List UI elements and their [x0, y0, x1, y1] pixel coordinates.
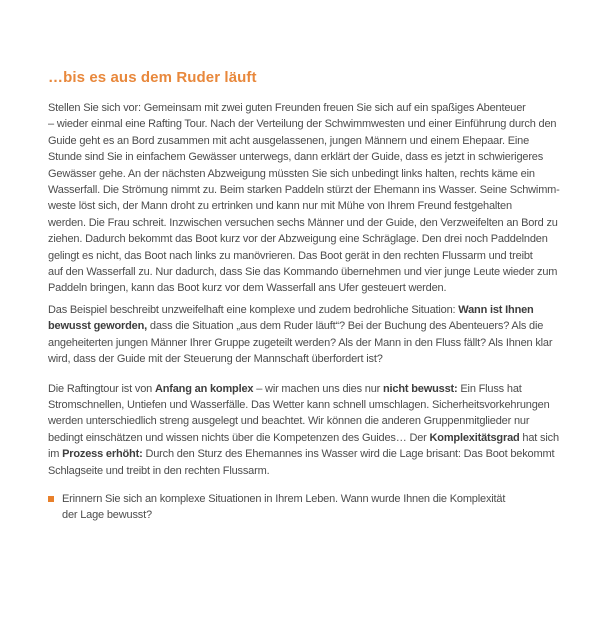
- bullet-item: [48, 491, 568, 524]
- text-line: Stellen Sie sich vor: Gemeinsam mit zwei guten Freunden freuen Sie sich auf ein spaßiges Abenteuer: [48, 102, 526, 114]
- text-line: gelingt es nicht, das Boot nach links zu manövrieren. Das Boot gerät in den rechten Flussarm und treibt: [48, 249, 533, 262]
- text-line: wird, dass der Guide mit der Steuerung der Mannschaft überfordert ist?: [48, 353, 383, 366]
- text-line: werden. Die Frau schreit. Inzwischen versuchen sechs Männer und der Guide, den Verzweifelten an Bord zu: [48, 216, 558, 229]
- text-line: Das Beispiel beschreibt unzweifelhaft eine komplexe und zudem bedrohliche Situation: Wann ist Ihnen: [48, 303, 534, 316]
- text-line: Stromschnellen, Untiefen und Wasserfälle. Das Wetter kann schnell umschlagen. Sicherheitsvorkehrungen: [48, 398, 550, 411]
- article-title: …bis es aus dem Ruder läuft: [48, 69, 257, 86]
- document-page: [48, 0, 568, 524]
- body-paragraph-2: [48, 302, 568, 368]
- body-paragraph-1: [48, 100, 568, 297]
- text-line: Stunde sind Sie in einfachem Gewässer unterwegs, dann erklärt der Guide, dass es jetzt in schwierigeres: [48, 151, 544, 164]
- text-line: Schlagseite und treibt in den rechten Flussarm.: [48, 464, 270, 477]
- text-line: der Lage bewusst?: [62, 509, 152, 522]
- bullet-item-text: [62, 491, 505, 524]
- text-line: Paddeln bringen, kann das Boot kurz vor dem Wasserfall ans Ufer gesteuert werden.: [48, 282, 447, 295]
- text-line: bedingt einschätzen und wissen nichts über die Kompetenzen des Guides… Der Komplexitätsgrad hat sich: [48, 431, 559, 444]
- text-line: – wieder einmal eine Rafting Tour. Nach der Verteilung der Schwimmwesten und einer Einführung durch den: [48, 118, 557, 131]
- square-bullet-icon: [48, 496, 54, 502]
- text-line: angeheiterten jungen Männer Ihrer Gruppe zugeteilt werden? Als der Mann in den Fluss fällt? Als Ihnen klar: [48, 336, 553, 349]
- text-line: Wasserfall. Die Strömung nimmt zu. Beim starken Paddeln stürzt der Ehemann ins Wasser. Seine Schwimm-: [48, 184, 560, 197]
- text-line: werden unterschiedlich streng ausgelegt und beachtet. Wir können die anderen Gruppenmitglieder nur: [48, 415, 530, 428]
- text-line: Guide geht es an Bord zusammen mit acht ausgelassenen, jungen Männern und einem Ehepaar. Eine: [48, 134, 530, 147]
- text-line: ziehen. Dadurch bekommt das Boot kurz vor der Abzweigung eine Schräglage. Den drei noch Paddelnden: [48, 233, 548, 246]
- text-line: Die Raftingtour ist von Anfang an komplex – wir machen uns dies nur nicht bewusst: Ein Fluss hat: [48, 382, 522, 395]
- text-line: auf den Wasserfall zu. Nur dadurch, dass Sie das Kommando übernehmen und vier junge Leute wieder zum: [48, 266, 558, 279]
- text-line: Erinnern Sie sich an komplexe Situationen in Ihrem Leben. Wann wurde Ihnen die Komplexität: [62, 492, 506, 505]
- text-line: bewusst geworden, dass die Situation „aus dem Ruder läuft“? Bei der Buchung des Abenteuers? Als die: [48, 320, 544, 333]
- body-paragraph-3: [48, 381, 568, 479]
- text-line: weste löst sich, der Mann droht zu ertrinken und kann nur mit Mühe von Ihrem Freund festgehalten: [48, 200, 512, 213]
- text-line: im Prozess erhöht: Durch den Sturz des Ehemannes ins Wasser wird die Lage brisant: Das Boot bekommt: [48, 448, 555, 461]
- text-line: Gewässer gehe. An der nächsten Abzweigung müssten Sie sich unbedingt links halten, rechts käme ein: [48, 167, 535, 180]
